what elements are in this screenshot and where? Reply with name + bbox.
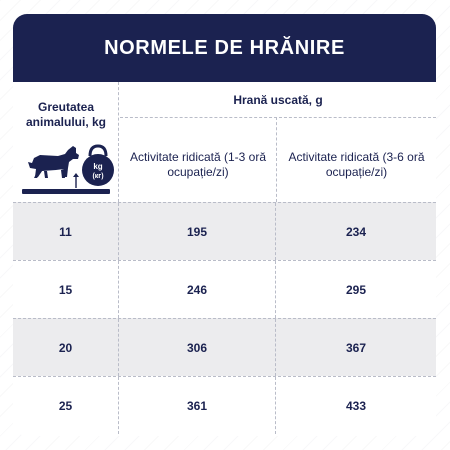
svg-text:kg: kg [93, 162, 103, 171]
activity2-cell: 295 [345, 282, 367, 297]
weight-column-header [13, 82, 119, 202]
weight-cell: 15 [13, 261, 119, 318]
activity-header-2: Activitate ridicată (3-6 oră ocupație/zi) [288, 150, 425, 179]
dog-weight-illustration [18, 144, 116, 196]
scale-base [22, 189, 110, 194]
table-row [13, 318, 436, 376]
weight-header-label: Greutatea animalului, kg [25, 100, 106, 129]
activity1-cell: 195 [119, 203, 276, 260]
svg-text:(кг): (кг) [92, 173, 104, 180]
dog-icon [28, 146, 79, 178]
activity1-cell: 246 [119, 261, 276, 318]
table-row [13, 202, 436, 260]
weight-cell: 25 [13, 377, 119, 434]
feeding-card [13, 14, 436, 436]
activity2-cell: 234 [345, 224, 367, 239]
table-header [13, 82, 436, 202]
activity1-cell: 306 [119, 319, 276, 376]
kettlebell-icon [82, 146, 114, 186]
table-row [13, 260, 436, 318]
activity1-cell: 361 [119, 377, 276, 434]
header-bar [13, 14, 436, 82]
page-title: NORMELE DE HRĂNIRE [104, 36, 345, 59]
up-arrow-icon [73, 173, 79, 188]
dry-food-header: Hrană uscată, g [233, 93, 323, 107]
activity-header-1: Activitate ridicată (1-3 oră ocupație/zi) [129, 150, 267, 179]
weight-cell: 20 [13, 319, 119, 376]
activity2-cell: 433 [345, 398, 367, 413]
weight-cell: 11 [13, 203, 119, 260]
table-row [13, 376, 436, 434]
feeding-table [13, 82, 436, 434]
header-divider [120, 117, 436, 118]
activity2-cell: 367 [345, 340, 367, 355]
